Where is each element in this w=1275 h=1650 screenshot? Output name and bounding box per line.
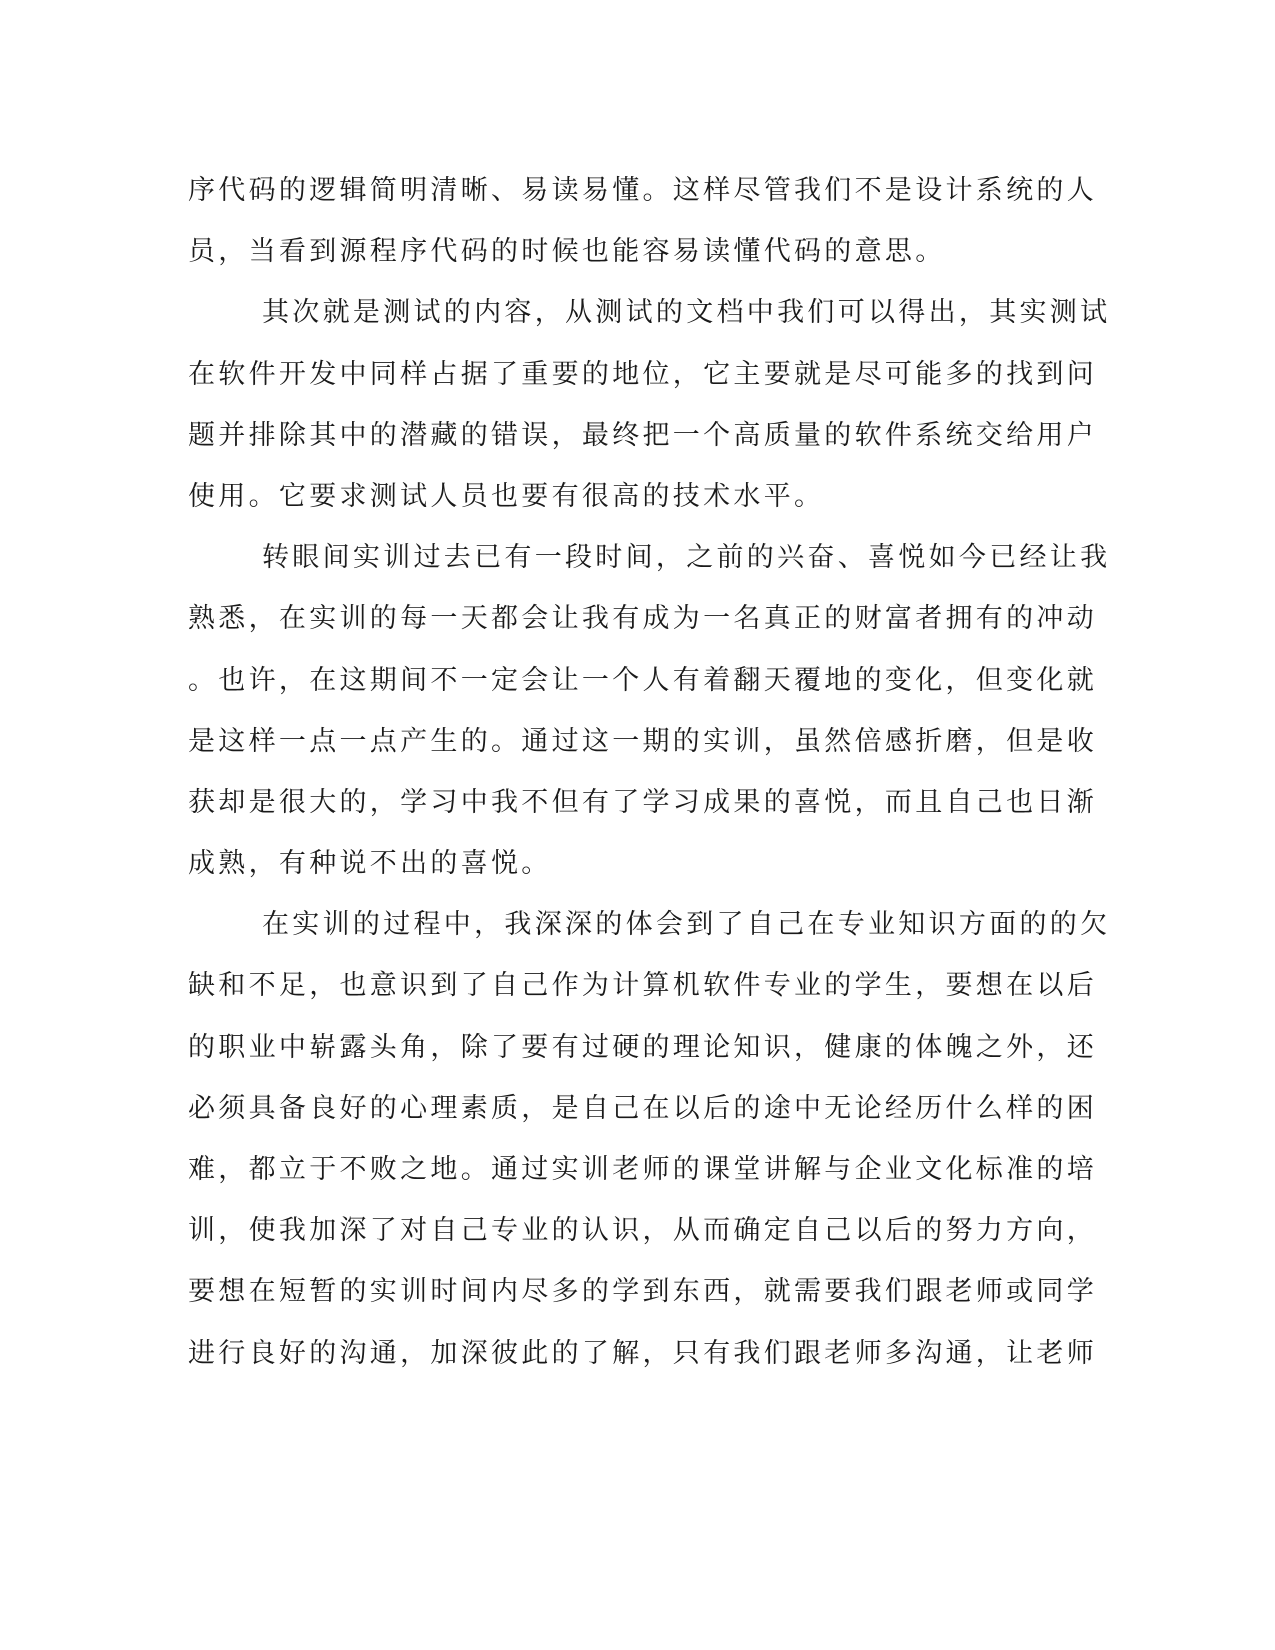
text-line: 使用。它要求测试人员也要有很高的技术水平。 xyxy=(188,480,825,512)
paragraph-first-line: 在实训的过程中，我深深的体会到了自己在专业知识方面的的欠 xyxy=(262,909,1111,941)
text-line: 员，当看到源程序代码的时候也能容易读懂代码的意思。 xyxy=(188,236,946,268)
text-line: 难，都立于不败之地。通过实训老师的课堂讲解与企业文化标准的培 xyxy=(188,1154,1097,1185)
text-line: 在软件开发中同样占据了重要的地位，它主要就是尽可能多的找到问 xyxy=(188,358,1097,390)
text-line: 必须具备良好的心理素质，是自己在以后的途中无论经历什么样的困 xyxy=(188,1092,1097,1124)
text-line: 是这样一点一点产生的。通过这一期的实训，虽然倍感折磨，但是收 xyxy=(188,725,1097,757)
text-line: 进行良好的沟通，加深彼此的了解，只有我们跟老师多沟通，让老师 xyxy=(188,1337,1097,1369)
text-line: 序代码的逻辑简明清晰、易读易懂。这样尽管我们不是设计系统的人 xyxy=(188,175,1097,206)
paragraph-first-line: 其次就是测试的内容，从测试的文档中我们可以得出，其实测试 xyxy=(262,297,1111,329)
text-line: 训，使我加深了对自己专业的认识，从而确定自己以后的努力方向， xyxy=(188,1215,1097,1247)
text-line: 要想在短暂的实训时间内尽多的学到东西，就需要我们跟老师或同学 xyxy=(188,1276,1097,1308)
paragraph-first-line: 转眼间实训过去已有一段时间，之前的兴奋、喜悦如今已经让我 xyxy=(262,542,1111,574)
text-line: 获却是很大的，学习中我不但有了学习成果的喜悦，而且自己也日渐 xyxy=(188,786,1097,818)
text-line: 的职业中崭露头角，除了要有过硬的理论知识，健康的体魄之外，还 xyxy=(188,1031,1097,1063)
text-line: 成熟，有种说不出的喜悦。 xyxy=(188,848,552,880)
body-text xyxy=(188,160,1111,1384)
text-line: 。也许，在这期间不一定会让一个人有着翻天覆地的变化，但变化就 xyxy=(188,664,1097,696)
text-line: 熟悉，在实训的每一天都会让我有成为一名真正的财富者拥有的冲动 xyxy=(188,603,1097,635)
text-line: 缺和不足，也意识到了自己作为计算机软件专业的学生，要想在以后 xyxy=(188,970,1097,1002)
text-line: 题并排除其中的潜藏的错误，最终把一个高质量的软件系统交给用户 xyxy=(188,419,1097,451)
